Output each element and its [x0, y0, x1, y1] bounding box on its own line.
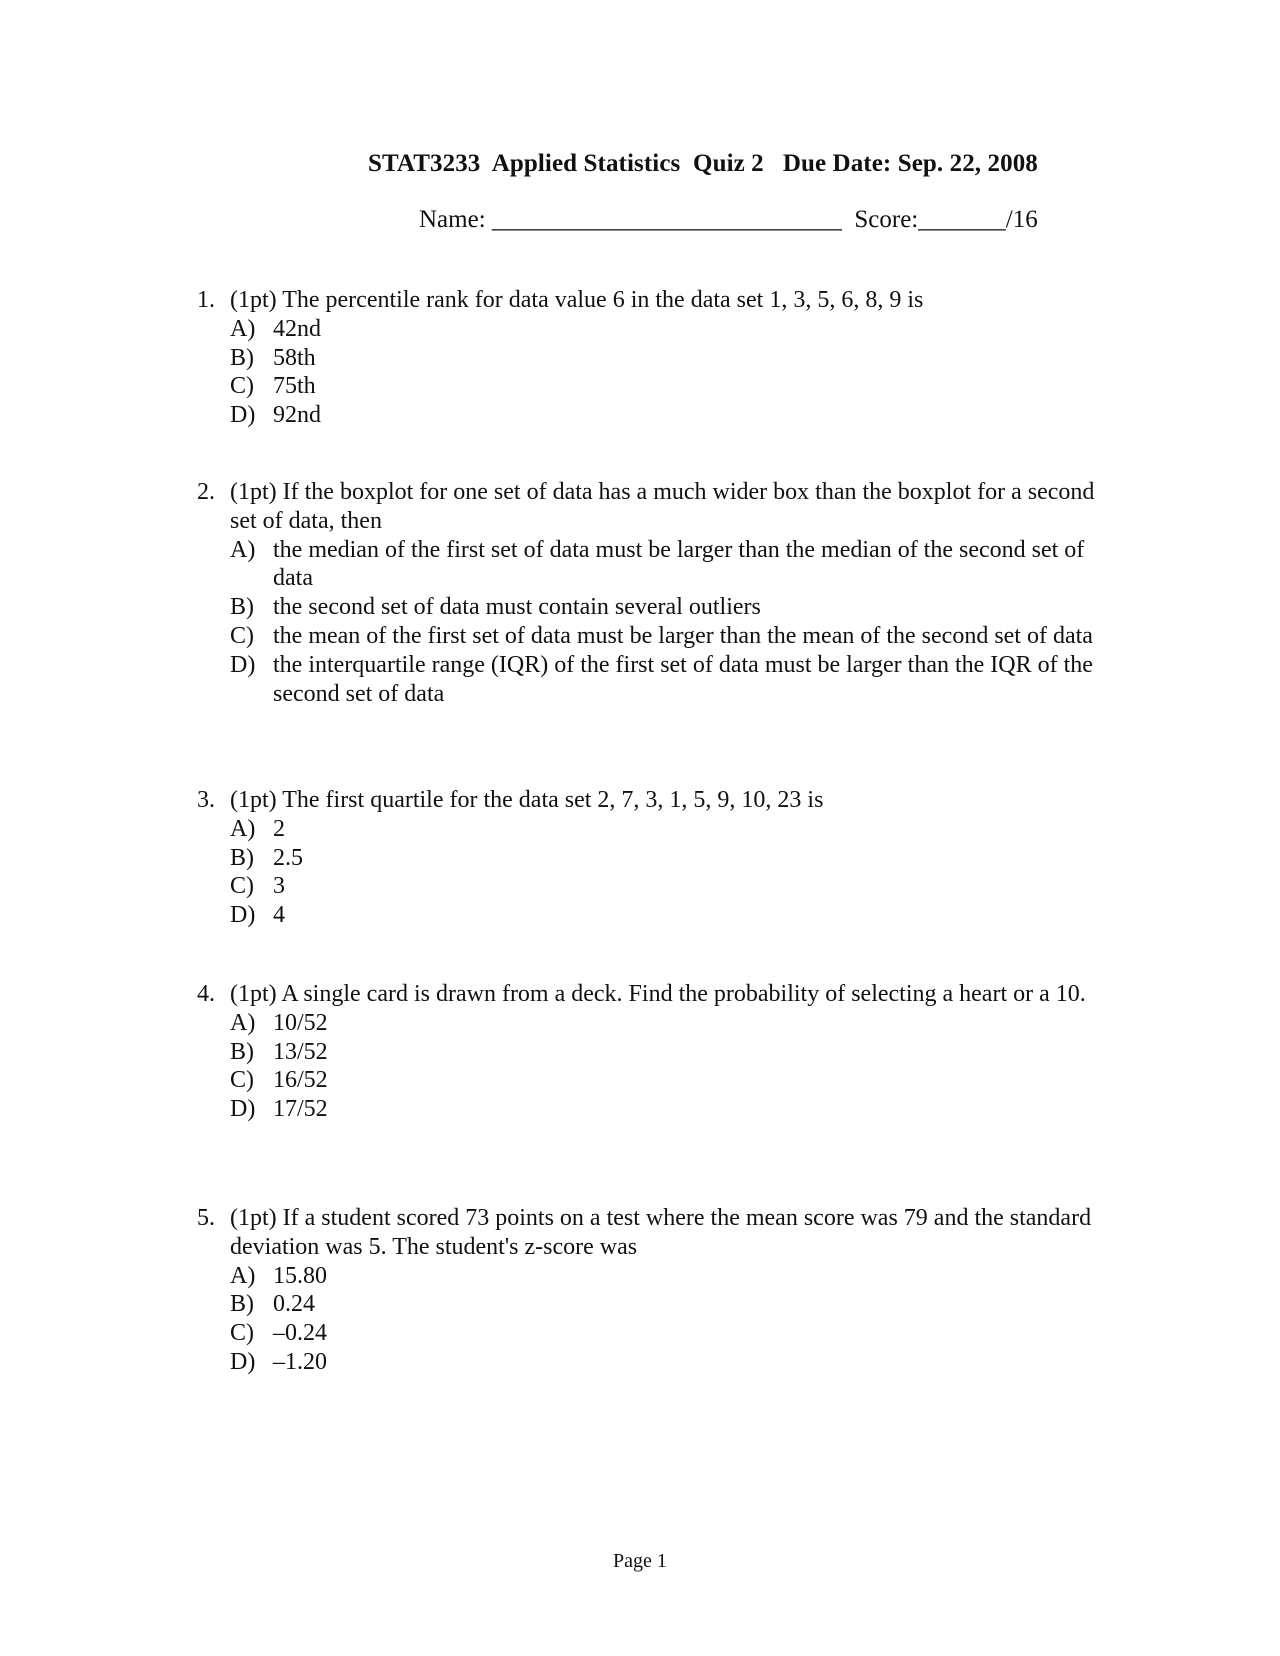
choice-d [230, 401, 1097, 430]
choice-text: 58th [273, 344, 316, 371]
choice-text: 4 [273, 902, 285, 929]
page-number: Page 1 [613, 1550, 667, 1572]
choice-letter: B) [230, 594, 254, 621]
choice-text: 15.80 [273, 1262, 327, 1289]
choice-list [230, 1262, 1097, 1377]
choice-a [230, 315, 1097, 344]
choice-text: 92nd [273, 402, 321, 429]
choice-letter: C) [230, 373, 254, 400]
choice-letter: B) [230, 1291, 254, 1318]
choice-letter: A) [230, 1009, 256, 1036]
choice-c [230, 1066, 1097, 1095]
name-score-line: Name: ____________________________ Score:_______/16 [419, 206, 1038, 233]
choice-text: 10/52 [273, 1009, 328, 1036]
question-2 [197, 478, 1097, 708]
choice-d [230, 651, 1097, 709]
choice-a [230, 815, 1097, 844]
choice-letter: B) [230, 844, 254, 871]
choice-text: 2 [273, 815, 285, 842]
choice-text: –0.24 [273, 1320, 327, 1347]
choice-letter: D) [230, 651, 256, 678]
question-text: (1pt) If a student scored 73 points on a test where the mean score was 79 and the standard deviation was 5. The student's z-score was [230, 1205, 1092, 1260]
question-5 [197, 1204, 1097, 1377]
choice-letter: B) [230, 1038, 254, 1065]
choice-letter: B) [230, 344, 254, 371]
choice-letter: A) [230, 536, 256, 563]
choice-letter: A) [230, 815, 256, 842]
choice-a [230, 536, 1097, 594]
choice-b [230, 844, 1097, 873]
choice-text: the mean of the first set of data must be larger than the mean of the second set of data [273, 622, 1093, 649]
choice-letter: D) [230, 1096, 256, 1123]
question-number: 2. [197, 479, 215, 505]
question-text: (1pt) The percentile rank for data value 6 in the data set 1, 3, 5, 6, 8, 9 is [230, 287, 924, 313]
choice-d [230, 1095, 1097, 1124]
question-text: (1pt) The first quartile for the data set 2, 7, 3, 1, 5, 9, 10, 23 is [230, 787, 824, 813]
choice-text: the second set of data must contain several outliers [273, 594, 761, 621]
choice-c [230, 1319, 1097, 1348]
choice-text: 16/52 [273, 1067, 328, 1094]
question-1 [197, 286, 1097, 430]
choice-b [230, 344, 1097, 373]
choice-b [230, 1038, 1097, 1067]
choice-c [230, 372, 1097, 401]
choice-c [230, 622, 1097, 651]
choice-c [230, 872, 1097, 901]
choice-list [230, 315, 1097, 430]
question-number: 1. [197, 287, 215, 313]
question-text: (1pt) If the boxplot for one set of data has a much wider box than the boxplot for a second set of data, then [230, 479, 1095, 534]
choice-letter: C) [230, 1320, 254, 1347]
question-number: 5. [197, 1205, 215, 1231]
choice-b [230, 1290, 1097, 1319]
question-4 [197, 980, 1097, 1124]
choice-letter: A) [230, 1262, 256, 1289]
choice-list [230, 1009, 1097, 1124]
choice-text: 3 [273, 873, 285, 900]
choice-text: the median of the first set of data must be larger than the median of the second set of data [273, 536, 1085, 592]
choice-d [230, 1348, 1097, 1377]
choice-letter: D) [230, 402, 256, 429]
choice-letter: A) [230, 315, 256, 342]
choice-d [230, 901, 1097, 930]
choice-text: 42nd [273, 315, 321, 342]
choice-text: the interquartile range (IQR) of the first set of data must be larger than the IQR of the second set of data [273, 651, 1093, 707]
choice-letter: C) [230, 1067, 254, 1094]
choice-list [230, 536, 1097, 709]
choice-letter: C) [230, 622, 254, 649]
question-text: (1pt) A single card is drawn from a deck. Find the probability of selecting a heart or a 10. [230, 981, 1086, 1007]
question-3 [197, 786, 1097, 930]
choice-text: 0.24 [273, 1291, 315, 1318]
choice-a [230, 1009, 1097, 1038]
question-number: 3. [197, 787, 215, 813]
choice-list [230, 815, 1097, 930]
quiz-title: STAT3233 Applied Statistics Quiz 2 Due Date: Sep. 22, 2008 [368, 150, 1038, 177]
question-number: 4. [197, 981, 215, 1007]
choice-a [230, 1262, 1097, 1291]
choice-text: 2.5 [273, 844, 303, 871]
choice-text: 17/52 [273, 1096, 328, 1123]
choice-text: 13/52 [273, 1038, 328, 1065]
choice-letter: C) [230, 873, 254, 900]
choice-b [230, 593, 1097, 622]
choice-letter: D) [230, 1348, 256, 1375]
choice-text: –1.20 [273, 1348, 327, 1375]
choice-letter: D) [230, 902, 256, 929]
choice-text: 75th [273, 373, 316, 400]
